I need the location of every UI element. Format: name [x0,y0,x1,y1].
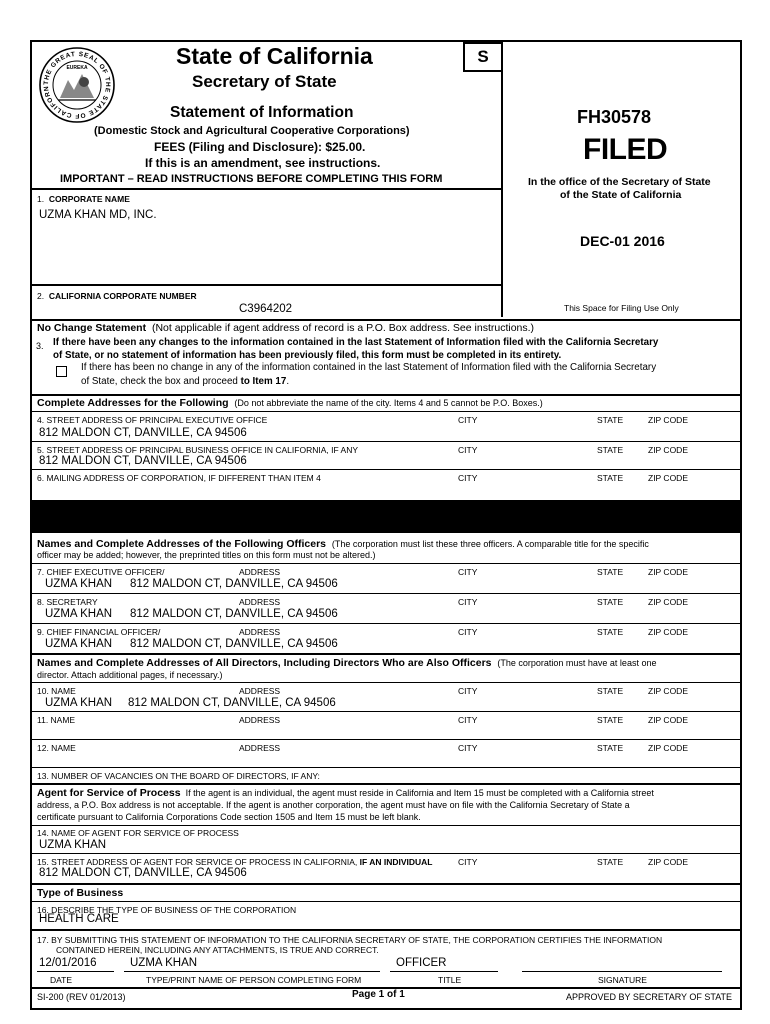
item9-label: 9. CHIEF FINANCIAL OFFICER/ [37,627,161,637]
s-box [463,42,503,72]
divider [30,853,742,854]
filing-number: FH30578 [577,107,652,127]
item12-address-label: ADDRESS [239,743,281,753]
item17-line1: 17. BY SUBMITTING THIS STATEMENT OF INFORMATION TO THE CALIFORNIA SECRETARY OF STATE, THE CORPORATION CERTIFIES THE INFORMATION [37,935,663,945]
item7-address-label: ADDRESS [239,567,281,577]
item8-label: 8. SECRETARY [37,597,98,607]
agent-note1: If the agent is an individual, the agent must reside in California and Item 15 must be completed with a California street [185,788,654,798]
statement-subtitle: (Domestic Stock and Agricultural Cooperative Corporations) [94,125,410,137]
item5-label: 5. STREET ADDRESS OF PRINCIPAL BUSINESS OFFICE IN CALIFORNIA, IF ANY [37,445,359,455]
item3-line4 [81,376,289,387]
item15-label-bold: IF AN INDIVIDUAL [359,857,433,867]
divider [30,563,742,564]
addresses-note: (Do not abbreviate the name of the city. Items 4 and 5 cannot be P.O. Boxes.) [234,398,543,408]
directors-heading [37,657,656,669]
item6-state-label: STATE [597,473,624,483]
item3-line3: If there has been no change in any of the information contained in the last Statement of Information filed with the California Secretary [81,362,657,373]
form-id: SI-200 (REV 01/2013) [37,992,126,1002]
divider [30,319,742,321]
directors-title: Names and Complete Addresses of All Directors, Including Directors Who are Also Officers [37,657,492,669]
important-line: IMPORTANT – READ INSTRUCTIONS BEFORE COMPLETING THIS FORM [60,173,443,185]
officers-heading [37,538,649,550]
item3-num: 3. [36,341,44,351]
approved-note: APPROVED BY SECRETARY OF STATE [566,992,733,1002]
item11-state-label: STATE [597,715,624,725]
title-line [390,971,498,972]
item6-address-field[interactable] [37,485,737,499]
item8-state-label: STATE [597,597,624,607]
divider [30,188,503,190]
state-seal-icon [38,46,116,124]
item7-state-label: STATE [597,567,624,577]
filing-status: FILED [583,133,668,166]
item8-name-field[interactable]: UZMA KHAN [45,608,113,620]
agent-note2: address, a P.O. Box address is not acceptable. If the agent is another corporation, the agent must have on file with the California Secretary of State a [37,800,630,810]
name-line [124,971,380,972]
divider [30,929,742,931]
item1-num: 1. [37,194,45,204]
no-change-checkbox[interactable] [56,366,67,377]
divider [30,901,742,902]
officers-note: (The corporation must list these three officers. A comparable title for the specific [331,539,649,549]
date-label: DATE [50,975,73,985]
item5-address-field[interactable]: 812 MALDON CT, DANVILLE, CA 94506 [39,455,247,467]
form-subtitle: Secretary of State [192,72,337,91]
form-title: State of California [176,43,373,69]
officers-title: Names and Complete Addresses of the Following Officers [37,538,327,550]
redaction-bar [30,500,742,533]
item8-city-label: CITY [458,597,478,607]
divider [30,653,742,655]
item9-state-label: STATE [597,627,624,637]
business-type-field[interactable]: HEALTH CARE [39,913,119,925]
item11-zip-label: ZIP CODE [648,715,688,725]
item10-city-label: CITY [458,686,478,696]
addresses-title: Complete Addresses for the Following [37,397,229,409]
divider [501,40,503,317]
item4-address-field[interactable]: 812 MALDON CT, DANVILLE, CA 94506 [39,427,247,439]
cert-title-field[interactable]: OFFICER [396,957,447,969]
item7-name-field[interactable]: UZMA KHAN [45,578,113,590]
item3-line4-end: . [286,376,290,387]
item3-line4-bold: to Item 17 [240,376,287,387]
item4-city-label: CITY [458,415,478,425]
addresses-heading [37,397,543,409]
directors-note2: director. Attach additional pages, if necessary.) [37,670,223,680]
item4-state-label: STATE [597,415,624,425]
signature-line[interactable] [522,971,722,972]
item9-address-label: ADDRESS [239,627,281,637]
divider [30,469,742,470]
item1-title: CORPORATE NAME [48,194,130,204]
s-box-label: S [477,47,489,66]
item10-label: 10. NAME [37,686,76,696]
filing-space-note: This Space for Filing Use Only [564,303,679,313]
item8-zip-label: ZIP CODE [648,597,688,607]
item10-address-label: ADDRESS [239,686,281,696]
item15-label-text: 15. STREET ADDRESS OF AGENT FOR SERVICE OF PROCESS IN CALIFORNIA, [37,857,360,867]
item5-zip-label: ZIP CODE [648,445,688,455]
business-heading: Type of Business [37,887,124,899]
signature-label: SIGNATURE [598,975,647,985]
filing-office-line1: In the office of the Secretary of State [528,176,711,188]
item7-zip-label: ZIP CODE [648,567,688,577]
no-change-heading [37,322,534,334]
item15-label [37,857,433,867]
title-label: TITLE [438,975,462,985]
agent-address-field[interactable]: 812 MALDON CT, DANVILLE, CA 94506 [39,867,247,879]
divider [30,883,742,885]
item9-zip-label: ZIP CODE [648,627,688,637]
divider [30,682,742,683]
divider [30,394,742,396]
item16-label: 16. DESCRIBE THE TYPE OF BUSINESS OF THE CORPORATION [37,905,297,915]
item6-label: 6. MAILING ADDRESS OF CORPORATION, IF DIFFERENT THAN ITEM 4 [37,473,321,483]
agent-note3: certificate pursuant to California Corporations Code section 1505 and Item 15 must be left blank. [37,812,421,822]
filing-date: DEC-01 2016 [580,233,665,249]
cert-date-field[interactable]: 12/01/2016 [39,957,97,969]
divider [30,411,742,412]
corporate-number-field[interactable]: C3964202 [239,303,293,315]
item10-address-field[interactable]: 812 MALDON CT, DANVILLE, CA 94506 [128,697,336,709]
filing-office-line2: of the State of California [560,189,682,201]
divider [30,783,742,785]
seal-motto: EUREKA [66,65,88,71]
item2-title: CALIFORNIA CORPORATE NUMBER [48,291,197,301]
directors-note: (The corporation must have at least one [497,658,657,668]
corporate-name-field[interactable]: UZMA KHAN MD, INC. [39,209,157,221]
item8-address-field[interactable]: 812 MALDON CT, DANVILLE, CA 94506 [130,608,338,620]
item15-state-label: STATE [597,857,624,867]
cert-name-field[interactable]: UZMA KHAN [130,957,198,969]
item3-bold-line1: If there have been any changes to the information contained in the last Statement of Information filed with the California Secretary [53,337,659,348]
statement-title: Statement of Information [170,104,354,121]
divider [30,284,503,286]
item7-address-field[interactable]: 812 MALDON CT, DANVILLE, CA 94506 [130,578,338,590]
divider [30,825,742,826]
item12-zip-label: ZIP CODE [648,743,688,753]
agent-heading-line1 [37,787,654,799]
agent-name-field[interactable]: UZMA KHAN [39,839,107,851]
item9-name-field[interactable]: UZMA KHAN [45,638,113,650]
divider [30,593,742,594]
item11-label: 11. NAME [37,715,76,725]
item8-address-label: ADDRESS [239,597,281,607]
item17-line2: CONTAINED HEREIN, INCLUDING ANY ATTACHMENTS, IS TRUE AND CORRECT. [56,945,379,955]
officers-note2: officer may be added; however, the preprinted titles on this form must not be altered.) [37,550,376,560]
item12-state-label: STATE [597,743,624,753]
item1-label [37,194,130,204]
amendment-line: If this is an amendment, see instructions. [145,156,381,170]
item5-state-label: STATE [597,445,624,455]
item10-name-field[interactable]: UZMA KHAN [45,697,113,709]
divider [30,623,742,624]
item3-bold-line2: of State, or no statement of information has been previously filed, this form must be completed in its entirety. [53,350,562,361]
item7-label: 7. CHIEF EXECUTIVE OFFICER/ [37,567,165,577]
item13-label: 13. NUMBER OF VACANCIES ON THE BOARD OF DIRECTORS, IF ANY: [37,771,320,781]
item7-city-label: CITY [458,567,478,577]
seal-ring-text: THE GREAT SEAL OF THE STATE OF CALIFORN [42,50,112,120]
item10-zip-label: ZIP CODE [648,686,688,696]
divider [30,739,742,740]
item11-city-label: CITY [458,715,478,725]
item15-city-label: CITY [458,857,478,867]
item9-address-field[interactable]: 812 MALDON CT, DANVILLE, CA 94506 [130,638,338,650]
agent-title: Agent for Service of Process [37,787,181,799]
date-line [37,971,114,972]
item12-city-label: CITY [458,743,478,753]
item5-city-label: CITY [458,445,478,455]
fees-line: FEES (Filing and Disclosure): $25.00. [154,140,366,154]
item11-address-label: ADDRESS [239,715,281,725]
item3-line4-text: of State, check the box and proceed [81,376,241,387]
item4-zip-label: ZIP CODE [648,415,688,425]
no-change-note: (Not applicable if agent address of record is a P.O. Box address. See instructions.) [151,322,535,334]
item12-label: 12. NAME [37,743,76,753]
item6-city-label: CITY [458,473,478,483]
item4-label: 4. STREET ADDRESS OF PRINCIPAL EXECUTIVE OFFICE [37,415,268,425]
divider [30,711,742,712]
name-label: TYPE/PRINT NAME OF PERSON COMPLETING FORM [146,975,362,985]
item14-label: 14. NAME OF AGENT FOR SERVICE OF PROCESS [37,828,239,838]
item9-city-label: CITY [458,627,478,637]
no-change-title: No Change Statement [37,322,147,334]
item6-zip-label: ZIP CODE [648,473,688,483]
page-number: Page 1 of 1 [352,989,405,1000]
divider [30,441,742,442]
item2-num: 2. [37,291,45,301]
item10-state-label: STATE [597,686,624,696]
item2-label [37,291,197,301]
divider [30,767,742,768]
item15-zip-label: ZIP CODE [648,857,688,867]
